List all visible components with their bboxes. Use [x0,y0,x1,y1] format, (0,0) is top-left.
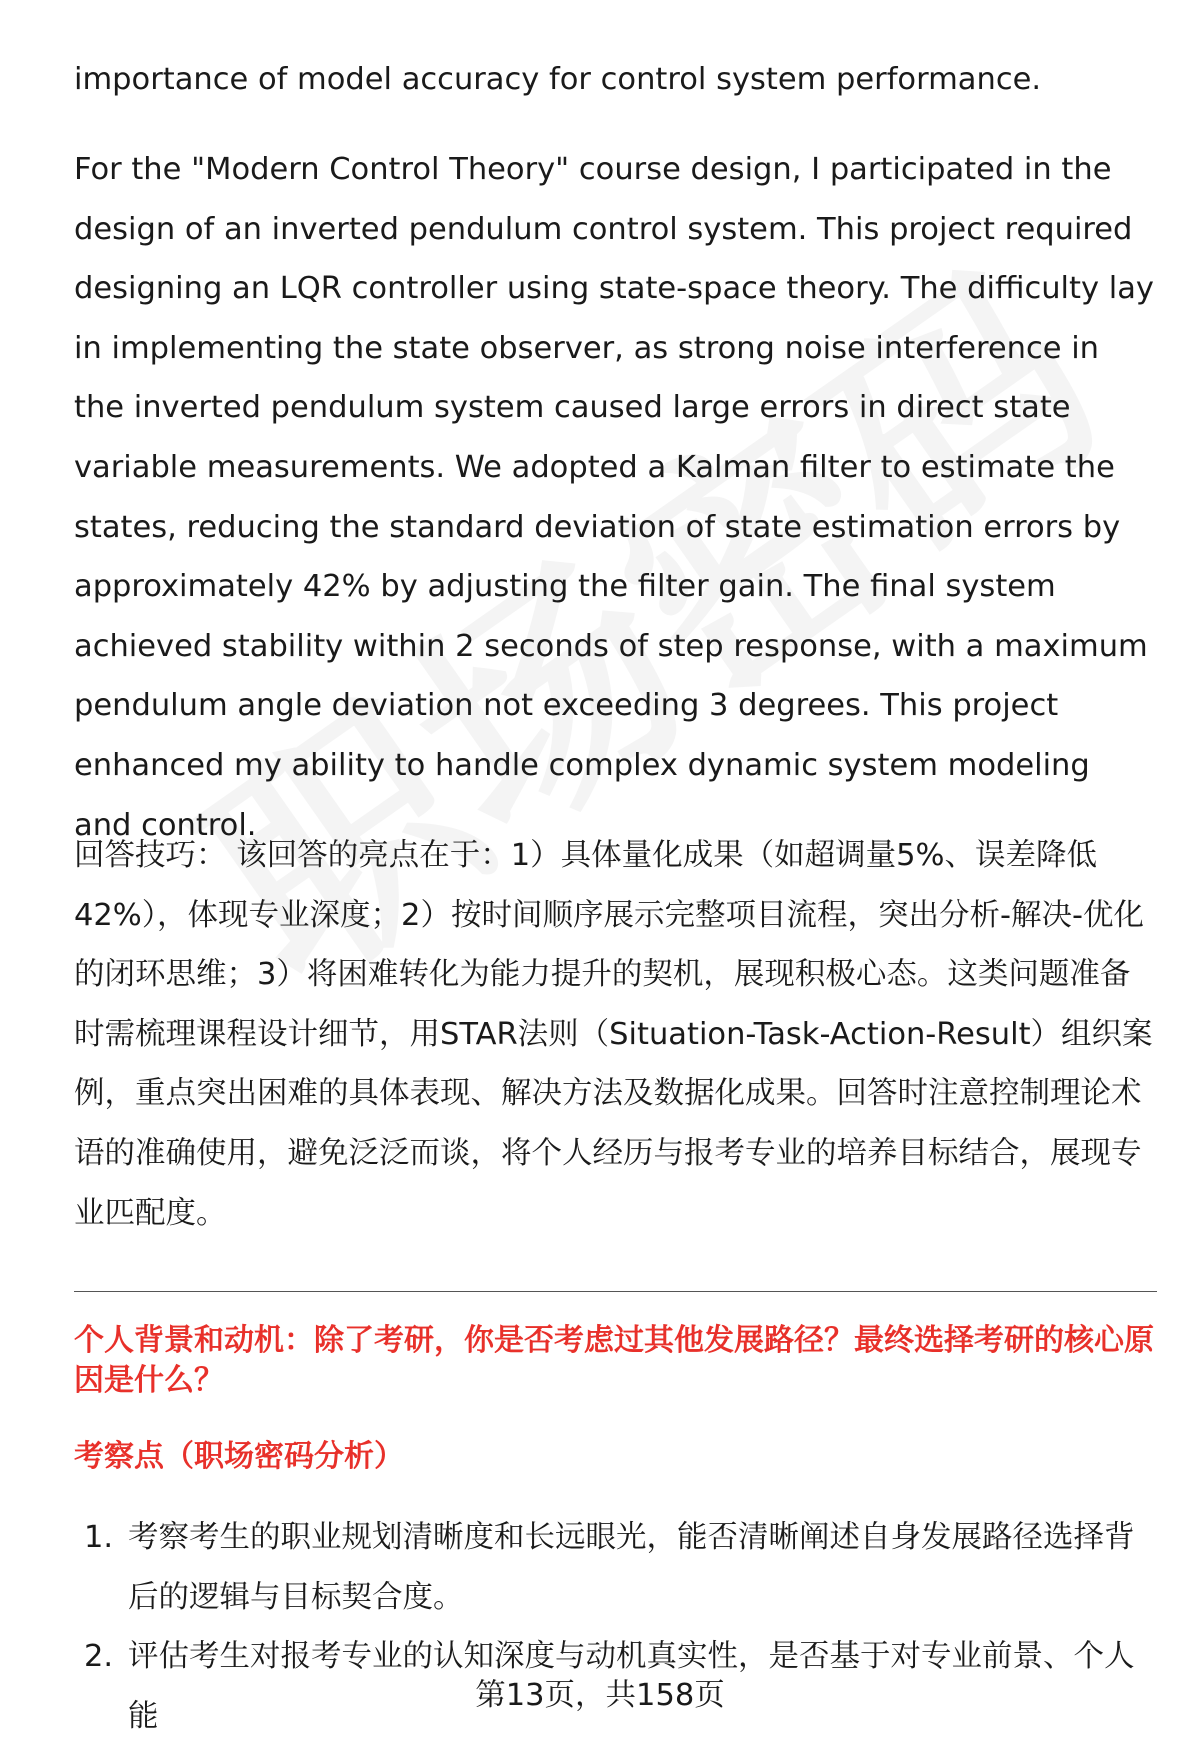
list-item-number: 1. [84,1520,114,1555]
answer-tips: 回答技巧： 该回答的亮点在于：1）具体量化成果（如超调量5%、误差降低42%），体现专业深度；2）按时间顺序展示完整项目流程，突出分析-解决-优化的闭环思维；3）将困难转化为能力提升的契机，展现积极心态。这类问题准备时需梳理课程设计细节，用STAR法则（Situation-Task-Action-Result）组织案例，重点突出困难的具体表现、解决方法及数据化成果。回答时注意控制理论术语的准确使用，避免泛泛而谈，将个人经历与报考专业的培养目标结合，展现专业匹配度。 [74,838,1153,1231]
paragraph-project: For the "Modern Control Theory" course design, I participated in the design of an inverted pendulum control system. This project required designing an LQR controller using state-space theory. The difficulty lay in implementing the state observer, as strong noise interference in the inverted pendulum system caused large errors in direct state variable measurements. We adopted a Kalman filter to estimate the states, reducing the standard deviation of state estimation errors by approximately 42% by adjusting the filter gain. The final system achieved stability within 2 seconds of step response, with a maximum pendulum angle deviation not exceeding 3 degrees. This project enhanced my ability to handle complex dynamic system modeling and control. [74,152,1154,843]
list-item [74,1508,1154,1627]
page-number: 第13页，共158页 [475,1678,725,1713]
focus-heading: 考察点（职场密码分析） [74,1439,404,1474]
section-divider [74,1291,1157,1292]
list-item-number: 2. [84,1639,114,1675]
list-item-text: 考察考生的职业规划清晰度和长远眼光，能否清晰阐述自身发展路径选择背后的逻辑与目标契合度。 [128,1520,1135,1615]
question-heading: 个人背景和动机：除了考研，你是否考虑过其他发展路径？最终选择考研的核心原因是什么？ [74,1323,1154,1398]
paragraph-continued: importance of model accuracy for control system performance. [74,62,1042,97]
list-item-text: 评估考生对报考专业的认知深度与动机真实性，是否基于对专业前景、个人能 [128,1639,1135,1734]
